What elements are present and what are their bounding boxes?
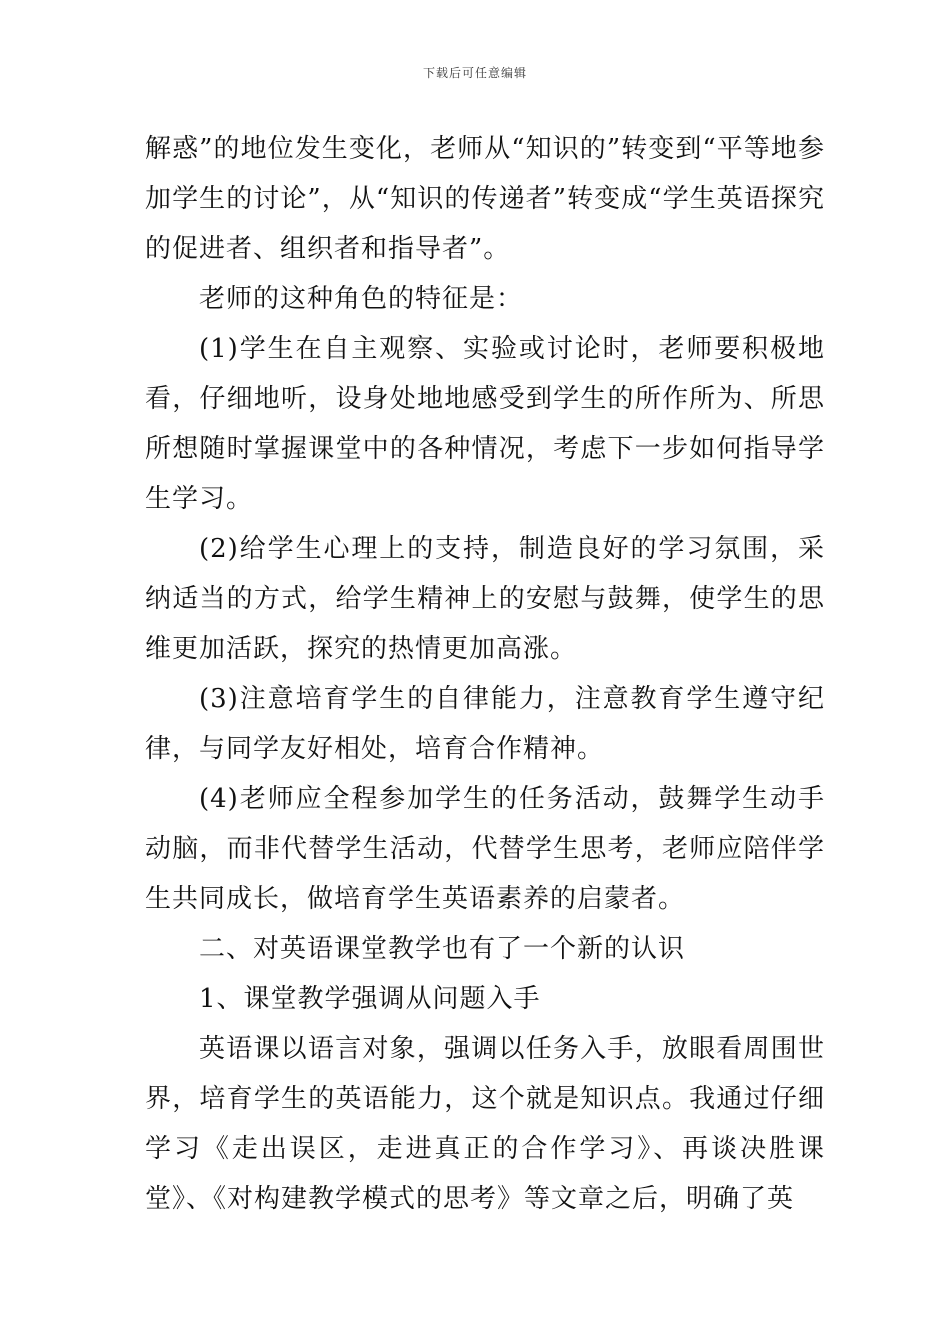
paragraph-4: (2)给学生心理上的支持，制造良好的学习氛围，采纳适当的方式，给学生精神上的安慰与鼓舞，使学生的思维更加活跃，探究的热情更加高涨。 — [145, 534, 825, 664]
paragraph-3: (1)学生在自主观察、实验或讨论时，老师要积极地看，仔细地听，设身处地地感受到学生的所作所为、所思所想随时掌握课堂中的各种情况，考虑下一步如何指导学生学习。 — [145, 334, 825, 514]
paragraph-9: 英语课以语言对象，强调以任务入手，放眼看周围世界，培育学生的英语能力，这个就是知识点。我通过仔细学习《走出误区，走进真正的合作学习》、再谈决胜课堂》、《对构建教学模式的思考》等文章之后，明确了英 — [145, 1034, 825, 1214]
paragraph-1: 解惑”的地位发生变化，老师从“知识的”转变到“平等地参加学生的讨论”，从“知识的传递者”转变成“学生英语探究的促进者、组织者和指导者”。 — [145, 134, 825, 264]
page-header: 下载后可任意编辑 — [422, 66, 527, 80]
paragraph-6: (4)老师应全程参加学生的任务活动，鼓舞学生动手动脑，而非代替学生活动，代替学生思考，老师应陪伴学生共同成长，做培育学生英语素养的启蒙者。 — [145, 784, 825, 914]
paragraph-5: (3)注意培育学生的自律能力，注意教育学生遵守纪律，与同学友好相处，培育合作精神。 — [145, 684, 825, 764]
paragraph-2: 老师的这种角色的特征是： — [199, 284, 524, 314]
document-body — [145, 124, 825, 1224]
subsection-heading: 1、课堂教学强调从问题入手 — [199, 984, 541, 1014]
section-heading: 二、对英语课堂教学也有了一个新的认识 — [199, 934, 686, 964]
